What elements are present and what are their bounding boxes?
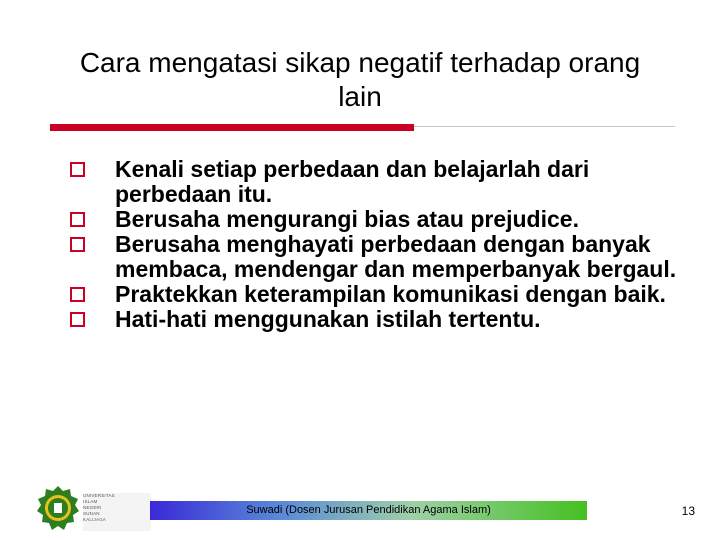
logo-caption-line: KALIJAGA — [83, 517, 107, 522]
logo-caption — [83, 493, 151, 531]
bullet-text: Berusaha mengurangi bias atau prejudice. — [115, 206, 579, 232]
bullet-text: Hati-hati menggunakan istilah tertentu. — [115, 306, 541, 332]
footer-author: Suwadi (Dosen Jurusan Pendidikan Agama Islam) — [246, 504, 491, 516]
bullet-item — [70, 232, 690, 282]
page-number: 13 — [681, 504, 695, 518]
university-emblem-icon — [36, 485, 80, 533]
bullet-text: Berusaha menghayati perbedaan dengan banyak membaca, mendengar dan memperbanyak bergaul. — [115, 231, 677, 282]
bullet-text: Kenali setiap perbedaan dan belajarlah dari perbedaan itu. — [115, 156, 590, 207]
bullet-item — [70, 282, 690, 307]
logo-caption-line: SUNAN — [83, 511, 100, 516]
slide-title: Cara mengatasi sikap negatif terhadap orang lain — [79, 47, 641, 112]
bullet-item — [70, 157, 690, 207]
logo-caption-line: NEGERI — [83, 505, 102, 510]
hollow-square-bullet-icon — [70, 287, 85, 302]
hollow-square-bullet-icon — [70, 237, 85, 252]
hollow-square-bullet-icon — [70, 162, 85, 177]
logo-caption-line: ISLAM — [83, 499, 98, 504]
bullet-item — [70, 207, 690, 232]
hollow-square-bullet-icon — [70, 212, 85, 227]
logo-caption-line: UNIVERSITAS — [83, 493, 115, 498]
hollow-square-bullet-icon — [70, 312, 85, 327]
bullet-item — [70, 307, 690, 332]
bullet-list — [70, 157, 690, 332]
bullet-text: Praktekkan keterampilan komunikasi dengan baik. — [115, 281, 666, 307]
title-accent-bar — [50, 124, 414, 131]
